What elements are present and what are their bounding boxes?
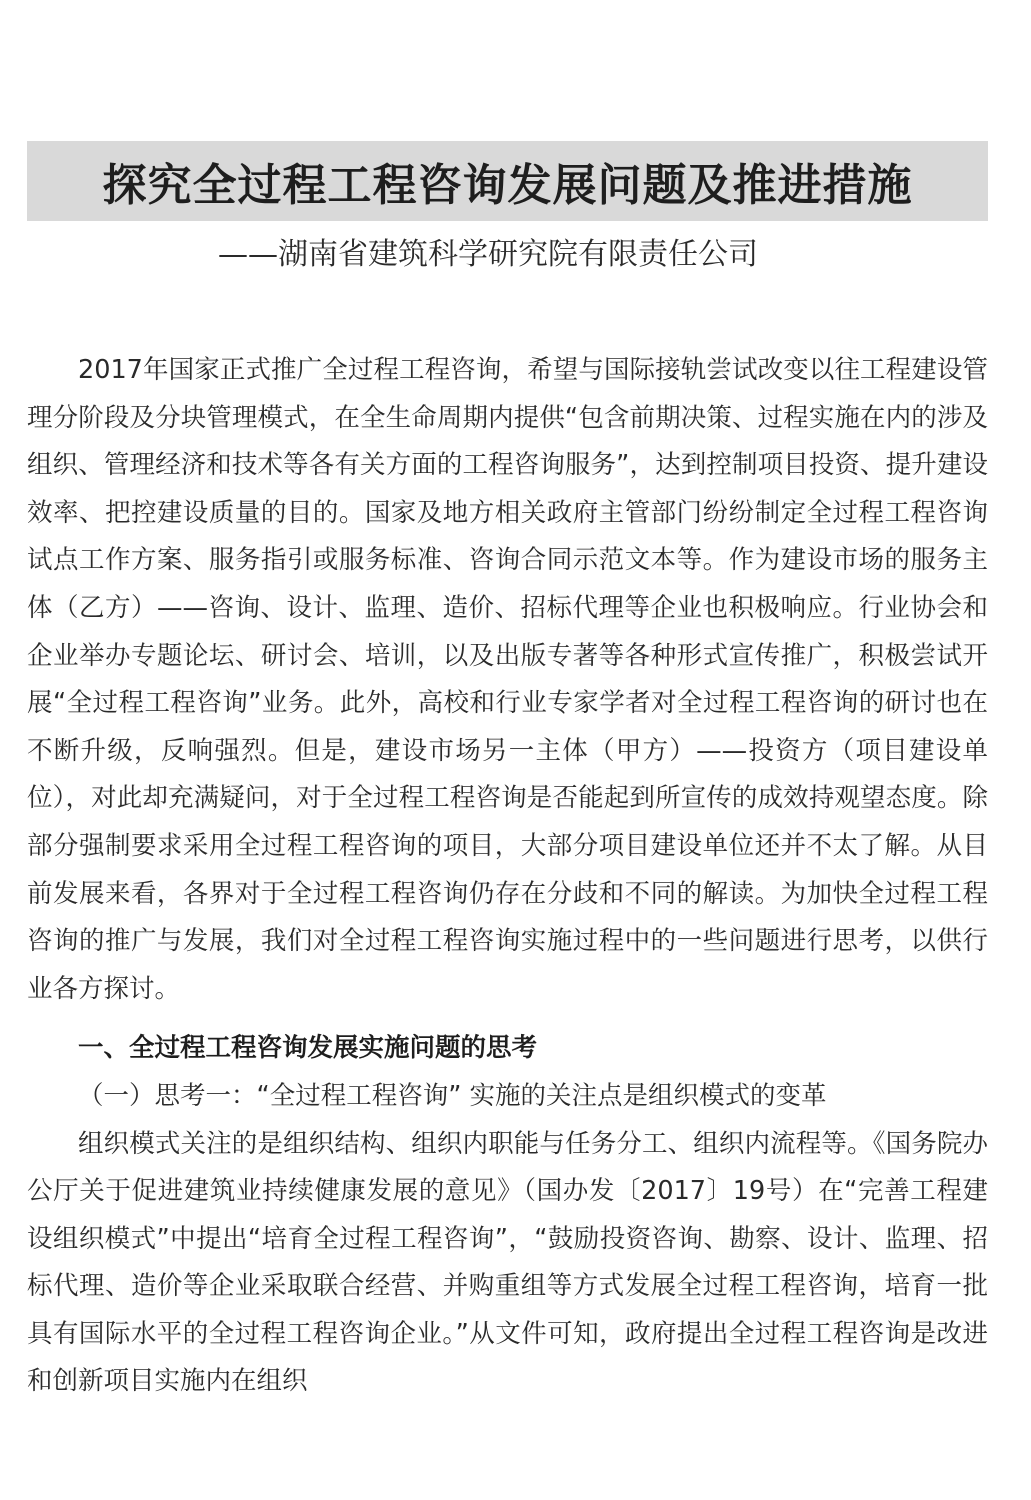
- subsection-heading: （一）思考一：“全过程工程咨询” 实施的关注点是组织模式的变革: [78, 1080, 827, 1111]
- section-heading: 一、全过程工程咨询发展实施问题的思考: [78, 1033, 538, 1064]
- title-banner: [27, 141, 988, 221]
- article-body: [27, 347, 988, 1406]
- section-paragraph: 组织模式关注的是组织结构、组织内职能与任务分工、组织内流程等。《国务院办公厅关于促进建筑业持续健康发展的意见》（国办发〔2017〕19号）在“完善工程建设组织模式”中提出“培育全过程工程咨询”，“鼓励投资咨询、勘察、设计、监理、招标代理、造价等企业采取联合经营、并购重组等方式发展全过程工程咨询，培育一批具有国际水平的全过程工程咨询企业。”从文件可知，政府提出全过程工程咨询是改进和创新项目实施内在组织: [27, 1128, 988, 1397]
- intro-paragraph: 2017年国家正式推广全过程工程咨询，希望与国际接轨尝试改变以往工程建设管理分阶段及分块管理模式，在全生命周期内提供“包含前期决策、过程实施在内的涉及组织、管理经济和技术等各有关方面的工程咨询服务”，达到控制项目投资、提升建设效率、把控建设质量的目的。国家及地方相关政府主管部门纷纷制定全过程工程咨询试点工作方案、服务指引或服务标准、咨询合同示范文本等。作为建设市场的服务主体（乙方）——咨询、设计、监理、造价、招标代理等企业也积极响应。行业协会和企业举办专题论坛、研讨会、培训，以及出版专著等各种形式宣传推广，积极尝试开展“全过程工程咨询”业务。此外，高校和行业专家学者对全过程工程咨询的研讨也在不断升级，反响强烈。但是，建设市场另一主体（甲方）——投资方（项目建设单位），对此却充满疑问，对于全过程工程咨询是否能起到所宣传的成效持观望态度。除部分强制要求采用全过程工程咨询的项目，大部分项目建设单位还并不太了解。从目前发展来看，各界对于全过程工程咨询仍存在分歧和不同的解读。为加快全过程工程咨询的推广与发展，我们对全过程工程咨询实施过程中的一些问题进行思考，以供行业各方探讨。: [27, 355, 988, 1004]
- article-title: 探究全过程工程咨询发展问题及推进措施: [102, 160, 913, 211]
- article-subtitle: ——湖南省建筑科学研究院有限责任公司: [218, 237, 758, 272]
